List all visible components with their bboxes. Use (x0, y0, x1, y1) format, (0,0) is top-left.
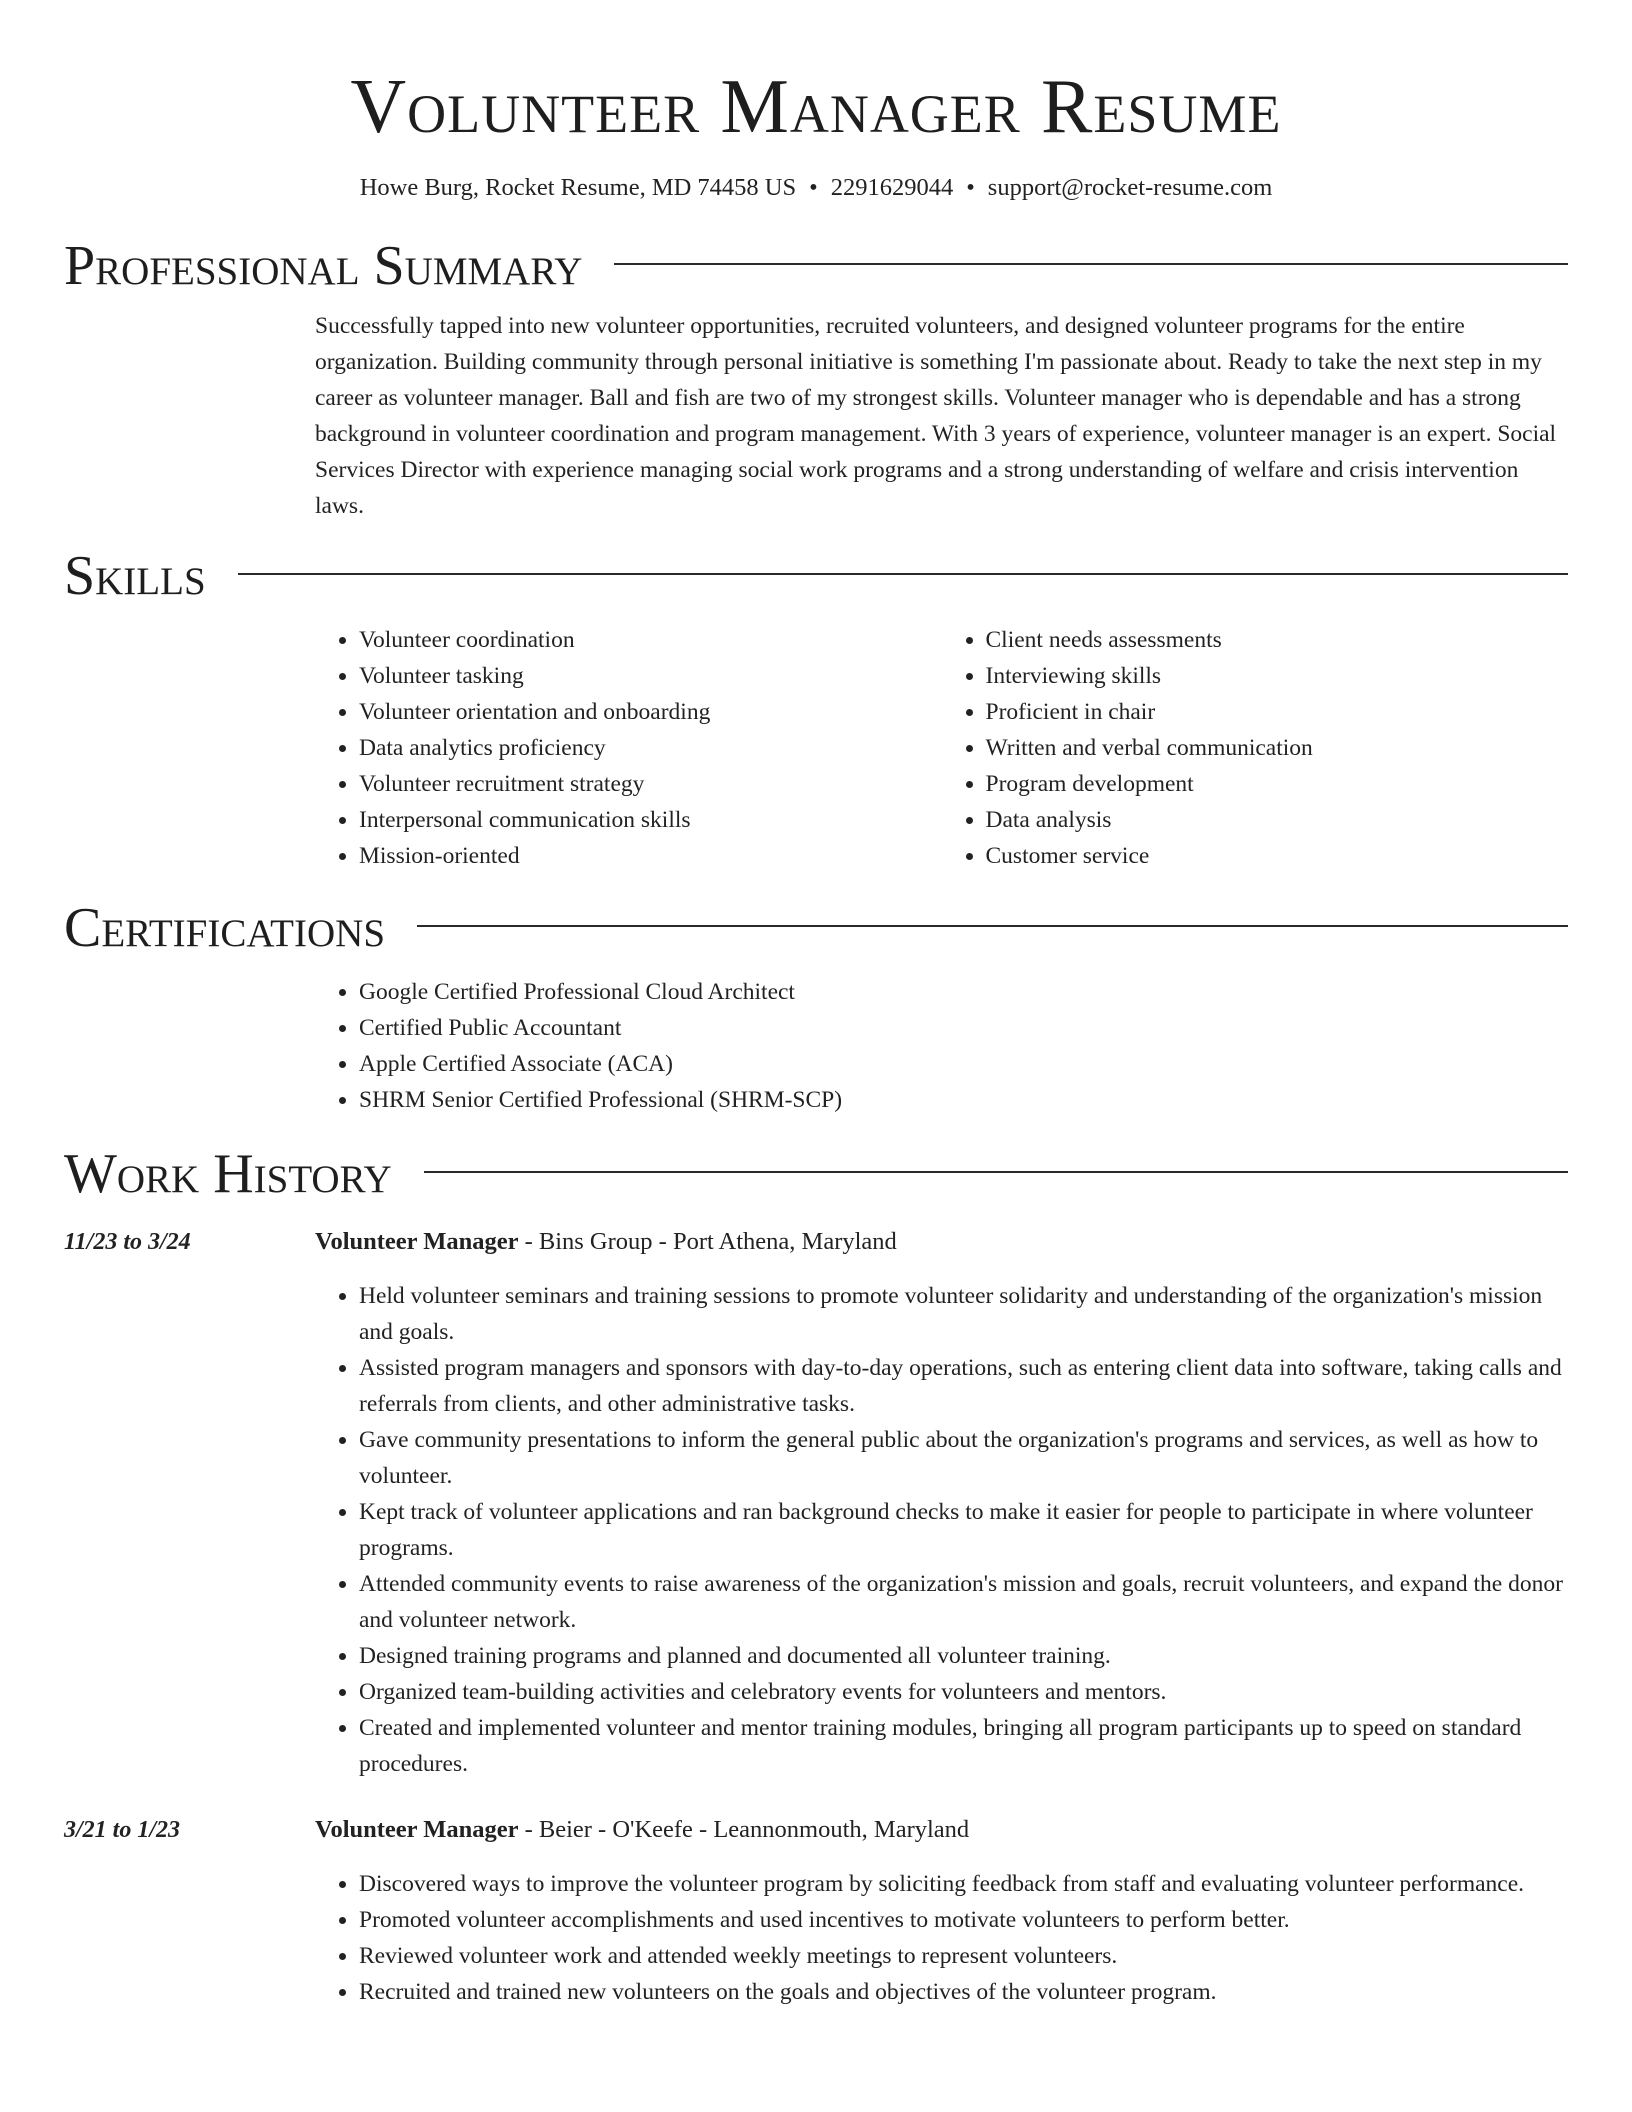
certifications-section-header (64, 896, 1568, 960)
skills-heading: Skills (64, 545, 206, 607)
job-content (315, 1224, 1568, 1782)
certification-item: • Certified Public Accountant (359, 1010, 1568, 1046)
section-divider (238, 573, 1568, 575)
resume-page (64, 0, 1568, 2010)
responsibility-item: • Gave community presentations to inform the general public about the organization's programs and services, as well as how to volunteer. (359, 1422, 1568, 1494)
responsibility-item: • Attended community events to raise awareness of the organization's mission and goals, recruit volunteers, and expand the donor and volunteer network. (359, 1566, 1568, 1638)
job-content (315, 1812, 1568, 2010)
certifications-list (315, 974, 1568, 1118)
job-responsibilities (315, 1278, 1568, 1782)
section-divider (417, 925, 1568, 927)
summary-heading: Professional Summary (64, 235, 583, 297)
skill-item: • Interviewing skills (986, 658, 1569, 694)
skills-lists (315, 622, 1568, 874)
certification-item: • Google Certified Professional Cloud Architect (359, 974, 1568, 1010)
contact-line (64, 172, 1568, 204)
job-entry (64, 1812, 1568, 2010)
contact-separator: • (809, 174, 818, 201)
responsibility-item: • Reviewed volunteer work and attended weekly meetings to represent volunteers. (359, 1938, 1568, 1974)
certifications-block (315, 974, 1568, 1118)
contact-phone: 2291629044 (830, 174, 954, 201)
summary-section-header (64, 234, 1568, 298)
responsibility-item: • Assisted program managers and sponsors with day-to-day operations, such as entering client data into software, taking calls and referrals from clients, and other administrative tasks. (359, 1350, 1568, 1422)
skill-item: • Volunteer orientation and onboarding (359, 694, 942, 730)
skill-item: • Interpersonal communication skills (359, 802, 942, 838)
resume-title: Volunteer Manager Resume (350, 63, 1282, 149)
responsibility-item: • Recruited and trained new volunteers on the goals and objectives of the volunteer program. (359, 1974, 1568, 2010)
skill-item: • Customer service (986, 838, 1569, 874)
skill-item: • Data analytics proficiency (359, 730, 942, 766)
skills-list-left (315, 622, 942, 874)
job-title: Volunteer Manager (315, 1228, 519, 1255)
contact-address: Howe Burg, Rocket Resume, MD 74458 US (359, 174, 797, 201)
section-divider (424, 1171, 1568, 1173)
certifications-heading: Certifications (64, 897, 386, 959)
summary-text: Successfully tapped into new volunteer opportunities, recruited volunteers, and designed volunteer programs for the entire organization. Building community through personal initiative is something I'm passionate about. Ready to take the next step in my career as volunteer manager. Ball and fish are two of my strongest skills. Volunteer manager who is dependable and has a strong background in volunteer coordination and program management. With 3 years of experience, volunteer manager is an expert. Social Services Director with experience managing social work programs and a strong understanding of welfare and crisis intervention laws. (315, 313, 1557, 519)
job-responsibilities (315, 1866, 1568, 2010)
contact-separator: • (966, 174, 975, 201)
skill-item: • Program development (986, 766, 1569, 802)
skill-item: • Data analysis (986, 802, 1569, 838)
skill-item: • Mission-oriented (359, 838, 942, 874)
responsibility-item: • Organized team-building activities and celebratory events for volunteers and mentors. (359, 1674, 1568, 1710)
job-employer-location: - Beier - O'Keefe - Leannonmouth, Maryland (518, 1816, 970, 1843)
work-history-heading: Work History (64, 1143, 392, 1205)
skill-item: • Volunteer tasking (359, 658, 942, 694)
job-dates: 11/23 to 3/24 (64, 1229, 191, 1255)
skills-list-right (942, 622, 1569, 874)
responsibility-item: • Promoted volunteer accomplishments and used incentives to motivate volunteers to perform better. (359, 1902, 1568, 1938)
skill-item: • Proficient in chair (986, 694, 1569, 730)
job-title-line (315, 1812, 1568, 1848)
job-employer-location: - Bins Group - Port Athena, Maryland (518, 1228, 897, 1255)
responsibility-item: • Designed training programs and planned and documented all volunteer training. (359, 1638, 1568, 1674)
certification-item: • Apple Certified Associate (ACA) (359, 1046, 1568, 1082)
certification-item: • SHRM Senior Certified Professional (SHRM-SCP) (359, 1082, 1568, 1118)
responsibility-item: • Created and implemented volunteer and mentor training modules, bringing all program participants up to speed on standard procedures. (359, 1710, 1568, 1782)
skill-item: • Volunteer recruitment strategy (359, 766, 942, 802)
contact-email: support@rocket-resume.com (987, 174, 1273, 201)
job-dates: 3/21 to 1/23 (64, 1817, 181, 1843)
job-entry (64, 1224, 1568, 1782)
skill-item: • Volunteer coordination (359, 622, 942, 658)
responsibility-item: • Discovered ways to improve the volunteer program by soliciting feedback from staff and evaluating volunteer performance. (359, 1866, 1568, 1902)
work-history-section-header (64, 1142, 1568, 1206)
section-divider (614, 263, 1568, 265)
job-title: Volunteer Manager (315, 1816, 519, 1843)
responsibility-item: • Held volunteer seminars and training sessions to promote volunteer solidarity and understanding of the organization's mission and goals. (359, 1278, 1568, 1350)
skill-item: • Client needs assessments (986, 622, 1569, 658)
responsibility-item: • Kept track of volunteer applications and ran background checks to make it easier for people to participate in where volunteer programs. (359, 1494, 1568, 1566)
skill-item: • Written and verbal communication (986, 730, 1569, 766)
skills-section-header (64, 544, 1568, 608)
job-title-line (315, 1224, 1568, 1260)
